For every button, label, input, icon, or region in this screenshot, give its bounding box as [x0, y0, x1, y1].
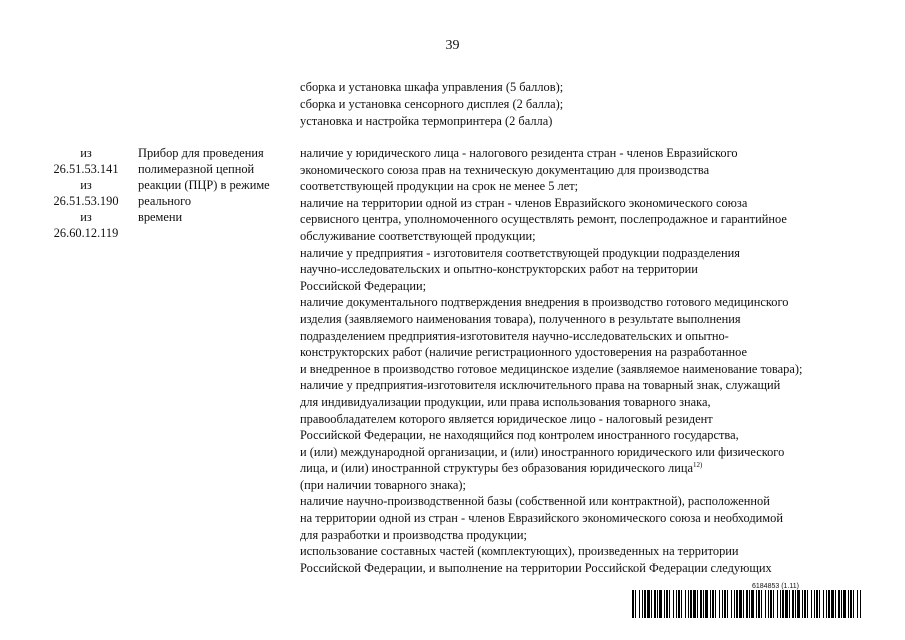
barcode-bar [700, 590, 702, 618]
requirement-line: на территории одной из стран - членов Евразийского экономического союза и необходимой [300, 511, 783, 526]
barcode-bar [857, 590, 858, 618]
barcode-bar [795, 590, 796, 618]
barcode-bar [751, 590, 754, 618]
requirement-line: конструкторских работ (наличие регистрационного удостоверения на разработанное [300, 345, 748, 360]
barcode-bar [756, 590, 757, 618]
barcode-bar [681, 590, 682, 618]
barcode-bar [819, 590, 820, 618]
requirement-line: изделия (заявляемого наименования товара), полученного в результате выполнения [300, 311, 741, 326]
barcode-bar [685, 590, 686, 618]
requirement-line: подразделением предприятия-изготовителя научно-исследовательских и опытно- [300, 328, 729, 343]
barcode-bar [768, 590, 769, 618]
barcode-bar [710, 590, 711, 618]
barcode-bar [712, 590, 714, 618]
barcode-bar [743, 590, 744, 618]
requirement-line: и (или) международной организации, и (или) иностранного юридического или физического [300, 444, 785, 459]
barcode-bar [802, 590, 803, 618]
requirement-line: (при наличии товарного знака); [300, 477, 466, 492]
barcode-label: 6184853 (1.11) [752, 583, 799, 590]
barcode-bar [828, 590, 830, 618]
barcode [632, 590, 862, 618]
barcode-bar [816, 590, 818, 618]
barcode-bar [746, 590, 748, 618]
code-value: 26.51.53.190 [53, 194, 119, 208]
product-name-line: реального [138, 194, 192, 208]
requirement-line: использование составных частей (комплектующих), произведенных на территории [300, 544, 739, 559]
code-prefix: из [80, 146, 92, 160]
barcode-bar [792, 590, 794, 618]
barcode-bar [705, 590, 708, 618]
barcode-bar [676, 590, 677, 618]
requirement-line: и внедренное в производство готовое медицинское изделие (заявляемое наименование товара); [300, 361, 803, 376]
requirements-text [300, 145, 802, 576]
barcode-bar [843, 590, 846, 618]
barcode-bar [853, 590, 854, 618]
code-prefix: из [80, 210, 92, 224]
barcode-bar [811, 590, 812, 618]
barcode-bar [770, 590, 772, 618]
barcode-bar [722, 590, 723, 618]
barcode-bar [848, 590, 849, 618]
requirement-line: наличие у юридического лица - налогового резидента стран - членов Евразийского [300, 146, 738, 160]
barcode-bar [761, 590, 762, 618]
requirement-line: экономического союза прав на техническую документацию для производства [300, 162, 710, 177]
barcode-bar [860, 590, 861, 618]
barcode-bar [724, 590, 726, 618]
barcode-bar [651, 590, 652, 618]
product-name-line: полимеразной цепной [138, 162, 255, 176]
requirement-line: соответствующей продукции на срок не менее 5 лет; [300, 179, 579, 194]
barcode-bar [826, 590, 827, 618]
barcode-bar [838, 590, 840, 618]
barcode-bar [632, 590, 634, 618]
requirement-line: правообладателем которого является юридическое лицо - налоговый резидент [300, 411, 713, 426]
barcode-bar [693, 590, 696, 618]
barcode-bar [678, 590, 680, 618]
barcode-bar [789, 590, 790, 618]
requirement-line: Российской Федерации; [300, 278, 427, 293]
barcode-bar [644, 590, 646, 618]
barcode-bar [780, 590, 781, 618]
barcode-bar [785, 590, 788, 618]
barcode-bar [664, 590, 665, 618]
barcode-bar [773, 590, 774, 618]
barcode-bar [690, 590, 692, 618]
page-number: 39 [445, 38, 460, 53]
requirement-line: наличие научно-производственной базы (собственной или контрактной), расположенной [300, 494, 770, 509]
requirement-line: наличие на территории одной из стран - членов Евразийского экономического союза [300, 195, 748, 210]
barcode-bar [715, 590, 716, 618]
requirement-line: сервисного центра, уполномоченного осуществлять ремонт, послепродажное и гарантийное [300, 212, 787, 227]
code-value: 26.60.12.119 [53, 226, 119, 240]
code-value: 26.51.53.141 [53, 162, 119, 176]
product-name-line: Прибор для проведения [138, 146, 264, 160]
requirement-line [300, 460, 802, 477]
barcode-bar [814, 590, 815, 618]
product-name-line: реакции (ПЦР) в режиме [138, 178, 270, 192]
barcode-bar [807, 590, 808, 618]
top-line: сборка и установка сенсорного дисплея (2 балла); [300, 97, 564, 111]
barcode-bar [734, 590, 735, 618]
barcode-bar [758, 590, 760, 618]
requirement-line: Российской Федерации, не находящийся под контролем иностранного государства, [300, 428, 739, 443]
requirement-line: наличие документального подтверждения внедрения в производство готового медицинского [300, 295, 789, 310]
barcode-bar [642, 590, 643, 618]
requirement-line: обслуживание соответствующей продукции; [300, 228, 536, 243]
requirement-line: для разработки и производства продукции; [300, 527, 527, 542]
requirement-line: Российской Федерации, и выполнение на территории Российской Федерации следующих [300, 560, 772, 575]
barcode-bar [657, 590, 658, 618]
barcode-bar [703, 590, 704, 618]
barcode-bar [647, 590, 650, 618]
footnote-mark: 12) [693, 461, 703, 470]
barcode-bar [635, 590, 636, 618]
barcode-bar [659, 590, 662, 618]
requirement-line-text: лица, и (или) иностранной структуры без образования юридического лица [300, 461, 693, 476]
barcode-bar [782, 590, 784, 618]
barcode-bar [731, 590, 732, 618]
barcode-bar [639, 590, 640, 618]
barcode-bar [666, 590, 668, 618]
barcode-bar [697, 590, 698, 618]
barcode-bar [765, 590, 766, 618]
barcode-bar [749, 590, 750, 618]
product-name-line: времени [138, 210, 183, 224]
okpd2-codes [46, 145, 126, 241]
barcode-bar [797, 590, 800, 618]
barcode-bar [831, 590, 834, 618]
barcode-bar [719, 590, 720, 618]
code-prefix: из [80, 178, 92, 192]
barcode-bar [727, 590, 728, 618]
requirement-line: наличие у предприятия-изготовителя исключительного права на товарный знак, служащий [300, 378, 781, 393]
barcode-bar [823, 590, 824, 618]
barcode-bar [669, 590, 670, 618]
top-line: установка и настройка термопринтера (2 балла) [300, 114, 553, 128]
barcode-bar [835, 590, 836, 618]
barcode-bar [841, 590, 842, 618]
barcode-bar [804, 590, 806, 618]
barcode-bar [777, 590, 778, 618]
requirement-line: научно-исследовательских и опытно-конструкторских работ на территории [300, 262, 698, 277]
barcode-bar [654, 590, 656, 618]
barcode-bar [850, 590, 852, 618]
barcode-bar [739, 590, 742, 618]
barcode-bar [688, 590, 689, 618]
requirement-line: наличие у предприятия - изготовителя соответствующей продукции подразделения [300, 245, 740, 260]
product-name [138, 145, 298, 225]
requirement-line: для индивидуализации продукции, или права использования товарного знака, [300, 394, 711, 409]
barcode-bar [736, 590, 738, 618]
top-line: сборка и установка шкафа управления (5 баллов); [300, 80, 564, 94]
barcode-bar [673, 590, 674, 618]
